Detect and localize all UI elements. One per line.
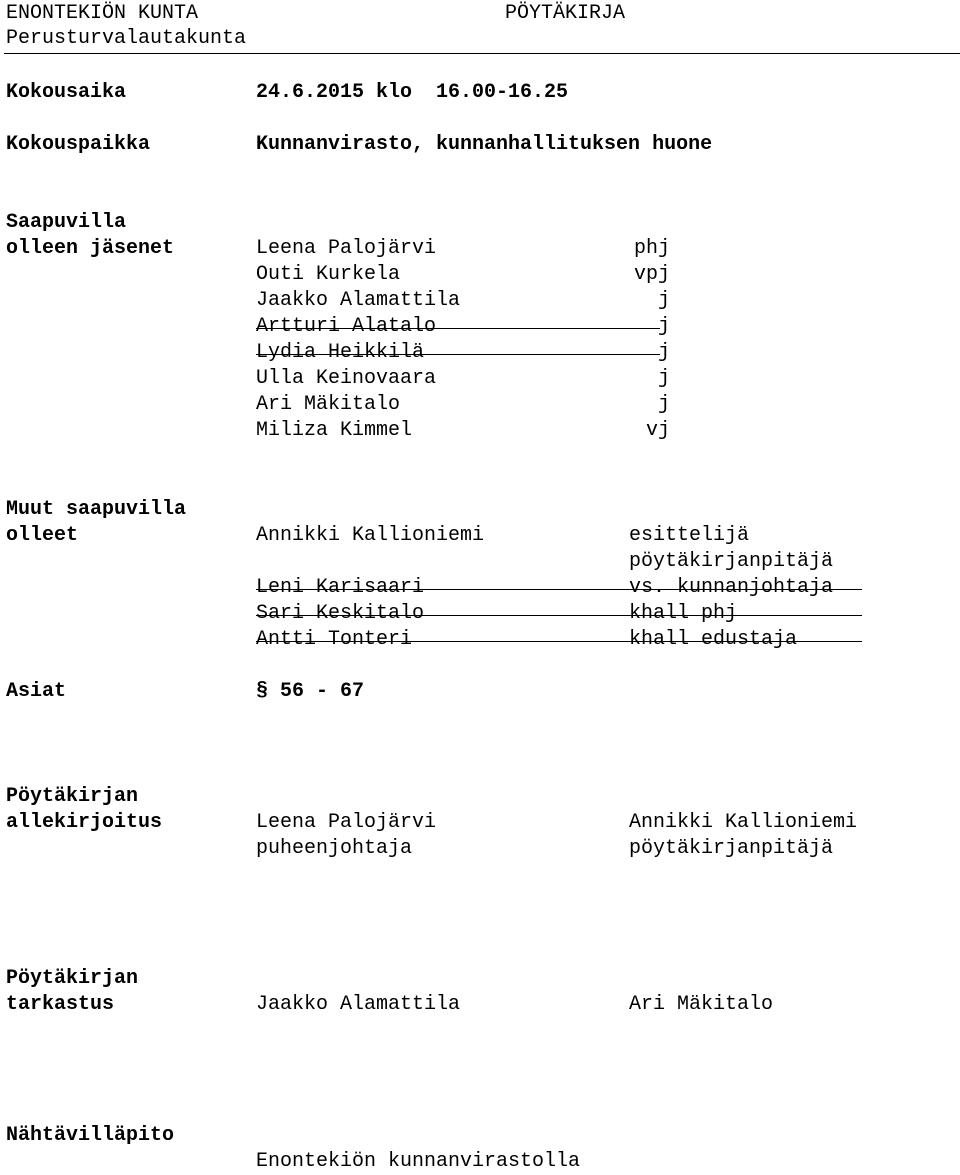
meeting-place-value: Kunnanvirasto, kunnanhallituksen huone	[256, 133, 713, 156]
matters-value: § 56 - 67	[256, 680, 365, 703]
attendee-role: khall phj	[629, 602, 738, 625]
member-role: vpj	[633, 263, 670, 286]
reviewer-1-name: Jaakko Alamattila	[256, 993, 461, 1016]
attendee-role: esittelijä	[629, 524, 750, 547]
strikethrough-line	[256, 354, 660, 355]
member-role: j	[657, 341, 670, 364]
strikethrough-line	[256, 615, 862, 616]
chair-title: puheenjohtaja	[256, 837, 413, 860]
member-name: Lydia Heikkilä	[256, 341, 425, 364]
header-divider	[4, 53, 960, 54]
member-name: Artturi Alatalo	[256, 315, 437, 338]
attendee-role: vs. kunnanjohtaja	[629, 576, 834, 599]
secretary-title: pöytäkirjanpitäjä	[629, 837, 834, 860]
member-role: vj	[645, 419, 670, 442]
meeting-time-value: 24.6.2015 klo 16.00-16.25	[256, 81, 569, 104]
member-name: Outi Kurkela	[256, 263, 401, 286]
review-label-line2: tarkastus	[6, 993, 115, 1016]
committee-name: Perusturvalautakunta	[6, 27, 247, 50]
member-role: j	[657, 367, 670, 390]
others-label-line2: olleet	[6, 524, 79, 547]
attendee-name: Sari Keskitalo	[256, 602, 425, 625]
secretary-name: Annikki Kallioniemi	[629, 811, 858, 834]
member-name: Jaakko Alamattila	[256, 289, 461, 312]
member-role: j	[657, 315, 670, 338]
strikethrough-line	[256, 328, 660, 329]
attendee-role: khall edustaja	[629, 628, 798, 651]
reviewer-2-name: Ari Mäkitalo	[629, 993, 774, 1016]
meeting-time-label: Kokousaika	[6, 81, 127, 104]
chair-name: Leena Palojärvi	[256, 811, 437, 834]
attendee-name: Annikki Kallioniemi	[256, 524, 485, 547]
member-name: Ari Mäkitalo	[256, 393, 401, 416]
signature-label-line2: allekirjoitus	[6, 811, 163, 834]
member-role: phj	[633, 237, 670, 260]
member-name: Miliza Kimmel	[256, 419, 413, 442]
display-label: Nähtävilläpito	[6, 1124, 175, 1147]
member-name: Ulla Keinovaara	[256, 367, 437, 390]
strikethrough-line	[256, 641, 862, 642]
member-role: j	[657, 393, 670, 416]
members-label-line2: olleen jäsenet	[6, 237, 175, 260]
review-label-line1: Pöytäkirjan	[6, 967, 139, 990]
attendee-name: Leni Karisaari	[256, 576, 425, 599]
others-label-line1: Muut saapuvilla	[6, 498, 187, 521]
member-name: Leena Palojärvi	[256, 237, 437, 260]
strikethrough-line	[256, 589, 862, 590]
meeting-place-label: Kokouspaikka	[6, 133, 151, 156]
attendee-name: Antti Tonteri	[256, 628, 413, 651]
municipality-name: ENONTEKIÖN KUNTA	[6, 2, 199, 25]
matters-label: Asiat	[6, 680, 67, 703]
signature-label-line1: Pöytäkirjan	[6, 785, 139, 808]
member-role: j	[657, 289, 670, 312]
display-value: Enontekiön kunnanvirastolla	[256, 1150, 581, 1173]
members-label-line1: Saapuvilla	[6, 211, 127, 234]
attendee-role: pöytäkirjanpitäjä	[629, 550, 834, 573]
document-type: PÖYTÄKIRJA	[505, 2, 626, 25]
